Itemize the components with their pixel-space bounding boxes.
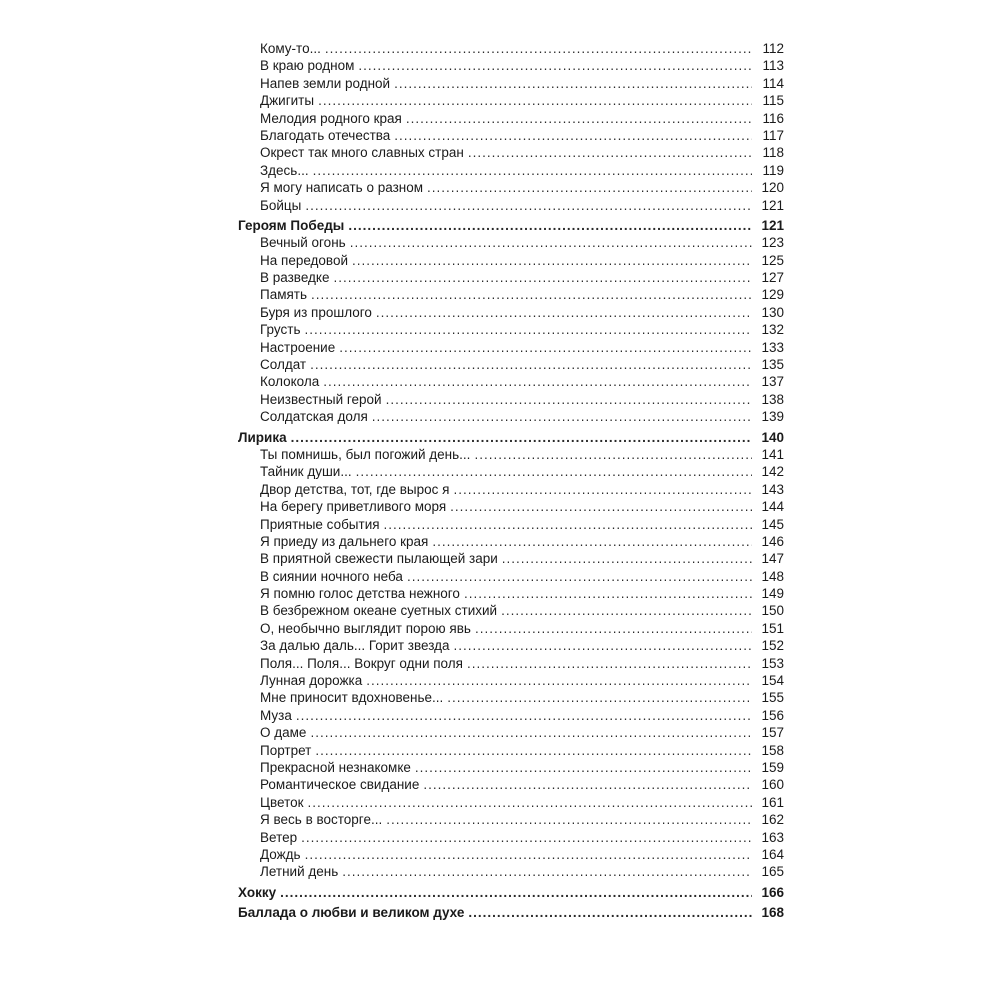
toc-entry-title: В сиянии ночного неба: [260, 568, 403, 584]
toc-entry-title: Кому-то...: [260, 40, 321, 56]
toc-entry-title: Мне приносит вдохновенье...: [260, 690, 444, 706]
toc-entry: [232, 620, 784, 637]
dot-leader: [325, 40, 752, 57]
dot-leader: [474, 446, 752, 463]
toc-entry: [232, 724, 784, 741]
toc-entry-page-number: 114: [762, 75, 784, 91]
toc-entry: [232, 110, 784, 127]
toc-entry-title: Романтическое свидание: [260, 777, 420, 793]
toc-entry: [232, 759, 784, 776]
toc-entry-title: Летний день: [260, 864, 339, 880]
toc-entry-title: Приятные события: [260, 516, 380, 532]
toc-entry: [232, 339, 784, 356]
toc-entry: [232, 742, 784, 759]
dot-leader: [342, 863, 752, 880]
toc-entry-title: Поля... Поля... Вокруг одни поля: [260, 655, 463, 671]
toc-entry-title: Бойцы: [260, 197, 302, 213]
toc-entry-title: Я могу написать о разном: [260, 180, 424, 196]
toc-entry-page-number: 148: [761, 568, 784, 584]
dot-leader: [310, 724, 752, 741]
dot-leader: [453, 637, 752, 654]
toc-entry-title: В краю родном: [260, 58, 355, 74]
toc-entry-title: Ветер: [260, 829, 298, 845]
dot-leader: [427, 179, 752, 196]
dot-leader: [310, 356, 752, 373]
dot-leader: [406, 110, 752, 127]
dot-leader: [468, 904, 752, 921]
toc-entry-page-number: 162: [761, 812, 784, 828]
toc-entry: [232, 707, 784, 724]
toc-entry-title: Баллада о любви и великом духе: [238, 905, 465, 921]
dot-leader: [313, 162, 752, 179]
toc-entry-page-number: 127: [761, 270, 784, 286]
toc-entry-page-number: 132: [761, 322, 784, 338]
toc-entry-page-number: 121: [761, 197, 784, 213]
toc-entry-page-number: 147: [761, 551, 784, 567]
toc-entry: [232, 794, 784, 811]
dot-leader: [386, 391, 752, 408]
toc-entry-title: Я приеду из дальнего края: [260, 533, 429, 549]
toc-entry: [232, 57, 784, 74]
toc-entry: [232, 533, 784, 550]
toc-entry-title: В разведке: [260, 270, 330, 286]
toc-entry-page-number: 140: [761, 429, 784, 445]
toc-entry-title: На передовой: [260, 252, 349, 268]
dot-leader: [348, 217, 752, 234]
toc-entry-title: Героям Победы: [238, 217, 345, 233]
toc-entry-page-number: 123: [761, 235, 784, 251]
toc-entry-title: Лирика: [238, 429, 287, 445]
toc-entry-page-number: 166: [761, 884, 784, 900]
toc-entry-page-number: 165: [761, 864, 784, 880]
dot-leader: [467, 655, 752, 672]
toc-entry: [232, 811, 784, 828]
toc-section-entry: [232, 217, 784, 234]
toc-entry-title: Ты помнишь, был погожий день...: [260, 446, 471, 462]
toc-entry-title: Неизвестный герой: [260, 391, 382, 407]
toc-entry-page-number: 119: [762, 162, 784, 178]
toc-entry: [232, 516, 784, 533]
table-of-contents: [232, 40, 784, 922]
toc-entry-title: Напев земли родной: [260, 75, 391, 91]
toc-entry-page-number: 144: [761, 499, 784, 515]
toc-entry-title: Двор детства, тот, где вырос я: [260, 481, 450, 497]
toc-entry-page-number: 130: [761, 304, 784, 320]
toc-entry-title: Я весь в восторге...: [260, 812, 383, 828]
toc-entry-title: О даме: [260, 725, 307, 741]
dot-leader: [407, 568, 752, 585]
toc-entry: [232, 92, 784, 109]
toc-entry-page-number: 125: [761, 252, 784, 268]
toc-entry: [232, 373, 784, 390]
toc-entry: [232, 252, 784, 269]
toc-entry-page-number: 159: [761, 760, 784, 775]
dot-leader: [304, 321, 752, 338]
toc-entry-page-number: 146: [761, 533, 784, 549]
toc-entry-title: Лунная дорожка: [260, 673, 363, 689]
toc-entry-page-number: 154: [761, 673, 784, 689]
toc-entry-title: Портрет: [260, 742, 312, 758]
toc-entry: [232, 655, 784, 672]
toc-entry: [232, 689, 784, 706]
toc-entry-title: Грусть: [260, 322, 301, 338]
toc-entry: [232, 269, 784, 286]
dot-leader: [308, 794, 752, 811]
toc-entry: [232, 481, 784, 498]
dot-leader: [432, 533, 752, 550]
dot-leader: [352, 252, 752, 269]
dot-leader: [475, 620, 752, 637]
dot-leader: [502, 550, 752, 567]
dot-leader: [280, 884, 752, 901]
toc-entry: [232, 40, 784, 57]
toc-entry-page-number: 133: [761, 339, 784, 355]
dot-leader: [447, 689, 752, 706]
dot-leader: [384, 516, 752, 533]
dot-leader: [358, 57, 752, 74]
toc-entry-title: Память: [260, 287, 308, 303]
dot-leader: [305, 846, 752, 863]
toc-entry-page-number: 112: [762, 40, 784, 56]
toc-entry-page-number: 163: [761, 829, 784, 845]
dot-leader: [296, 707, 752, 724]
toc-entry-page-number: 120: [761, 180, 784, 196]
toc-entry-page-number: 115: [762, 93, 784, 109]
dot-leader: [386, 811, 752, 828]
toc-section-entry: [232, 884, 784, 901]
dot-leader: [356, 463, 752, 480]
toc-section-entry: [232, 904, 784, 921]
toc-entry-page-number: 129: [761, 287, 784, 303]
toc-entry-title: За далью даль... Горит звезда: [260, 638, 450, 654]
dot-leader: [464, 585, 752, 602]
toc-entry-page-number: 118: [762, 145, 784, 161]
toc-entry-page-number: 164: [761, 846, 784, 862]
toc-entry-page-number: 137: [761, 374, 784, 390]
toc-entry: [232, 162, 784, 179]
toc-entry: [232, 75, 784, 92]
toc-entry: [232, 603, 784, 620]
toc-entry-title: Я помню голос детства нежного: [260, 586, 460, 602]
toc-entry-page-number: 139: [761, 409, 784, 425]
toc-entry-title: Джигиты: [260, 93, 315, 109]
toc-entry-title: Дождь: [260, 846, 301, 862]
toc-entry-page-number: 113: [762, 58, 784, 74]
toc-entry-page-number: 150: [761, 603, 784, 619]
toc-entry: [232, 585, 784, 602]
toc-entry-page-number: 117: [762, 127, 784, 143]
toc-entry-title: Буря из прошлого: [260, 304, 372, 320]
toc-entry-page-number: 116: [762, 110, 784, 126]
toc-entry: [232, 286, 784, 303]
dot-leader: [350, 234, 752, 251]
toc-entry-page-number: 143: [761, 481, 784, 497]
toc-entry-title: Здесь...: [260, 162, 309, 178]
toc-entry: [232, 304, 784, 321]
toc-entry: [232, 568, 784, 585]
toc-entry-page-number: 153: [761, 655, 784, 671]
toc-entry-title: Солдат: [260, 357, 307, 373]
toc-entry-page-number: 149: [761, 586, 784, 602]
toc-entry: [232, 321, 784, 338]
dot-leader: [366, 672, 752, 689]
dot-leader: [323, 373, 752, 390]
toc-entry: [232, 776, 784, 793]
toc-entry-title: О, необычно выглядит порою явь: [260, 620, 471, 636]
toc-entry-page-number: 135: [761, 357, 784, 373]
toc-entry-page-number: 157: [761, 725, 784, 741]
toc-entry-title: На берегу приветливого моря: [260, 499, 447, 515]
toc-entry-page-number: 138: [761, 391, 784, 407]
toc-entry-page-number: 121: [761, 217, 784, 233]
toc-entry: [232, 127, 784, 144]
toc-entry-title: В приятной свежести пылающей зари: [260, 551, 498, 567]
toc-entry-title: Тайник души...: [260, 464, 352, 480]
toc-entry: [232, 672, 784, 689]
dot-leader: [394, 75, 752, 92]
dot-leader: [501, 602, 752, 619]
toc-entry-page-number: 145: [761, 516, 784, 532]
toc-entry: [232, 637, 784, 654]
toc-entry-page-number: 152: [761, 638, 784, 654]
toc-entry-page-number: 158: [761, 742, 784, 758]
toc-entry: [232, 408, 784, 425]
toc-entry: [232, 463, 784, 480]
toc-entry-page-number: 156: [761, 707, 784, 723]
toc-entry-title: Прекрасной незнакомке: [260, 760, 411, 775]
toc-entry-title: В безбрежном океане суетных стихий: [260, 603, 498, 619]
toc-entry: [232, 144, 784, 161]
dot-leader: [301, 829, 752, 846]
toc-entry-title: Муза: [260, 707, 292, 723]
toc-entry: [232, 446, 784, 463]
dot-leader: [311, 286, 752, 303]
dot-leader: [333, 269, 752, 286]
toc-entry: [232, 356, 784, 373]
toc-entry: [232, 234, 784, 251]
toc-entry-title: Хокку: [238, 884, 277, 900]
toc-entry: [232, 498, 784, 515]
toc-entry: [232, 197, 784, 214]
toc-entry-page-number: 151: [761, 620, 784, 636]
toc-entry-page-number: 141: [761, 446, 784, 462]
dot-leader: [315, 742, 752, 759]
toc-entry: [232, 846, 784, 863]
dot-leader: [423, 776, 752, 793]
toc-entry-title: Благодать отечества: [260, 127, 391, 143]
toc-entry-title: Колокола: [260, 374, 320, 390]
dot-leader: [415, 759, 752, 776]
toc-entry-page-number: 161: [761, 794, 784, 810]
toc-entry-title: Цветок: [260, 794, 304, 810]
toc-entry-title: Мелодия родного края: [260, 110, 402, 126]
toc-entry: [232, 550, 784, 567]
toc-entry: [232, 829, 784, 846]
toc-entry-title: Настроение: [260, 339, 336, 355]
dot-leader: [376, 304, 752, 321]
toc-entry: [232, 863, 784, 880]
toc-entry-page-number: 160: [761, 777, 784, 793]
toc-entry-title: Вечный огонь: [260, 235, 346, 251]
dot-leader: [394, 127, 752, 144]
dot-leader: [450, 498, 752, 515]
dot-leader: [339, 339, 752, 356]
dot-leader: [468, 144, 752, 161]
dot-leader: [291, 429, 752, 446]
dot-leader: [372, 408, 752, 425]
dot-leader: [318, 92, 752, 109]
toc-entry-page-number: 142: [761, 464, 784, 480]
toc-entry-page-number: 168: [761, 905, 784, 921]
toc-entry-title: Окрест так много славных стран: [260, 145, 464, 161]
toc-entry: [232, 179, 784, 196]
toc-entry: [232, 391, 784, 408]
dot-leader: [305, 197, 752, 214]
toc-entry-title: Солдатская доля: [260, 409, 368, 425]
toc-entry-page-number: 155: [761, 690, 784, 706]
dot-leader: [453, 481, 752, 498]
toc-section-entry: [232, 429, 784, 446]
